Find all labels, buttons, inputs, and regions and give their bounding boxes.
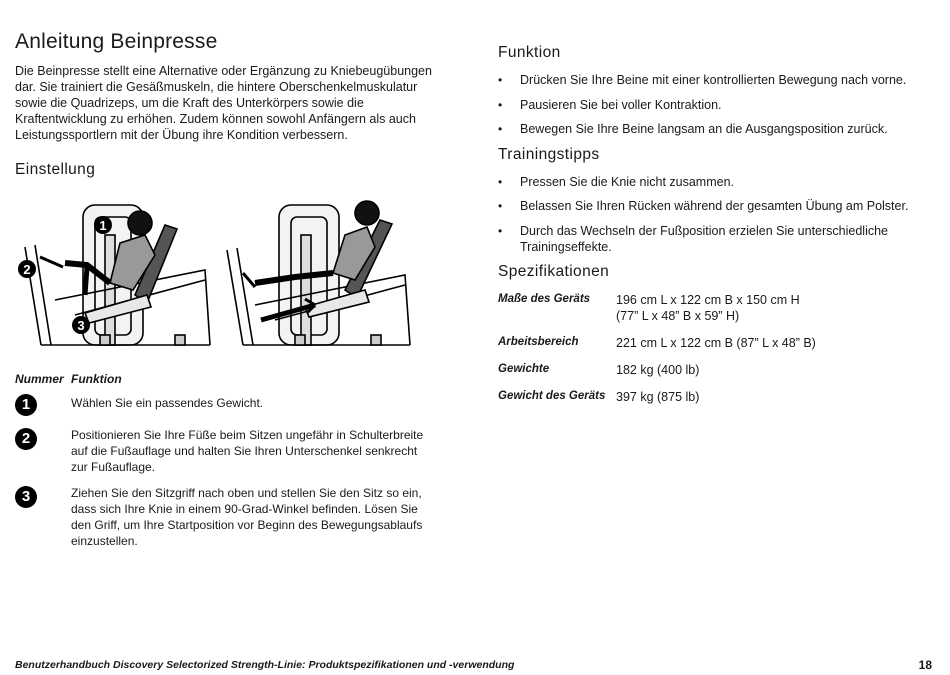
list-item-text: Belassen Sie Ihren Rücken während der gesamten Übung am Polster.: [520, 199, 909, 213]
funktion-section: [498, 44, 928, 137]
callout-3-marker: [72, 316, 90, 334]
spec-row: [498, 361, 928, 378]
trainingstipps-section: [498, 146, 928, 255]
spec-key: Gewicht des Geräts: [498, 390, 606, 402]
einstellung-heading: Einstellung: [15, 161, 96, 178]
bullet-icon: •: [498, 199, 503, 213]
funktion-heading: Funktion: [498, 44, 561, 61]
list-item: [498, 72, 928, 88]
bullet-icon: •: [498, 174, 503, 189]
callout-3-label: 3: [77, 318, 85, 333]
list-item-text: Durch das Wechseln der Fußposition erzielen Sie unterschiedliche Trainingseffekte.: [520, 223, 889, 254]
spec-row: [498, 388, 928, 405]
callout-2-marker: [18, 260, 36, 278]
trainingstipps-heading: Trainingstipps: [498, 145, 600, 163]
step-text: Positionieren Sie Ihre Füße beim Sitzen ungefähr in Schulterbreite auf die Fußauflage und halten Sie Ihren Unterschenkel senkrecht zur Fußauflage.: [71, 428, 424, 474]
page-number: 18: [918, 658, 932, 672]
step-text: Wählen Sie ein passendes Gewicht.: [71, 396, 264, 410]
spec-value-line: 196 cm L x 122 cm B x 150 cm H: [616, 293, 800, 307]
spec-value: 182 kg (400 lb): [616, 363, 700, 377]
list-item: [498, 121, 928, 137]
intro-paragraph: Die Beinpresse stellt eine Alternative oder Ergänzung zu Kniebeugübungen dar. Sie trainiert die Gesäßmuskeln, die hintere Oberschenkelmuskulatur sowie die Quadrizeps, um die Kraft des Unterkörpers sowie die Kraftentwicklung zu erhöhen. Zudem können sowohl Anfängern als auch Leistungssportlern mit der Übung ihre Kondition verbessern.: [15, 64, 432, 142]
spezifikationen-heading: Spezifikationen: [498, 263, 610, 280]
spec-row: [498, 334, 928, 351]
bullet-icon: •: [498, 122, 503, 136]
steps-table-header: [15, 372, 122, 386]
list-item: [498, 97, 928, 113]
spec-value: [616, 291, 800, 324]
step-row: [15, 393, 435, 419]
callout-2-label: 2: [23, 262, 31, 277]
steps-list: [15, 393, 435, 557]
leg-press-extended-figure: [227, 201, 410, 345]
spec-key: Arbeitsbereich: [498, 336, 579, 348]
leg-press-figure-svg: [15, 195, 415, 360]
list-item-text: Bewegen Sie Ihre Beine langsam an die Ausgangsposition zurück.: [520, 122, 888, 136]
header-funktion: Funktion: [71, 372, 122, 386]
spec-row: [498, 291, 928, 324]
list-item-text: Pressen Sie die Knie nicht zusammen.: [520, 174, 734, 189]
step-number-badge: 1: [15, 394, 37, 416]
leg-press-start-figure: [25, 205, 210, 345]
step-number-badge: 3: [15, 486, 37, 508]
step-text: Ziehen Sie den Sitzgriff nach oben und stellen Sie den Sitz so ein, dass sich Ihre Knie in einem 90-Grad-Winkel befinden. Lösen Sie den Griff, um Ihre Startposition vor Beginn des Bewegungsablaufs einzustellen.: [71, 486, 423, 548]
page-title: Anleitung Beinpresse: [15, 30, 218, 53]
list-item-text: Drücken Sie Ihre Beine mit einer kontrollierten Bewegung nach vorne.: [520, 73, 907, 87]
bullet-icon: •: [498, 97, 503, 112]
spec-value: 221 cm L x 122 cm B (87” L x 48” B): [616, 336, 816, 350]
step-number-badge: 2: [15, 428, 37, 450]
spec-key: Maße des Geräts: [498, 293, 591, 305]
list-item: [498, 223, 928, 255]
list-item: [498, 174, 928, 190]
left-column: [15, 30, 435, 179]
spec-key: Gewichte: [498, 363, 550, 375]
step-row: [15, 485, 435, 549]
callout-1-marker: [94, 216, 112, 234]
list-item-text: Pausieren Sie bei voller Kontraktion.: [520, 97, 722, 112]
step-row: [15, 427, 435, 475]
right-column: [498, 44, 928, 413]
bullet-icon: •: [498, 73, 503, 87]
spezifikationen-section: [498, 263, 928, 405]
bullet-icon: •: [498, 223, 503, 238]
footer-text: Benutzerhandbuch Discovery Selectorized Strength-Linie: Produktspezifikationen und -verwendung: [15, 659, 515, 671]
list-item: [498, 198, 928, 214]
spec-value: 397 kg (875 lb): [616, 390, 700, 404]
header-nummer: Nummer: [15, 372, 64, 386]
leg-press-illustrations: [15, 195, 415, 360]
callout-1-label: 1: [99, 218, 107, 233]
spec-value-line: (77” L x 48” B x 59” H): [616, 309, 740, 323]
